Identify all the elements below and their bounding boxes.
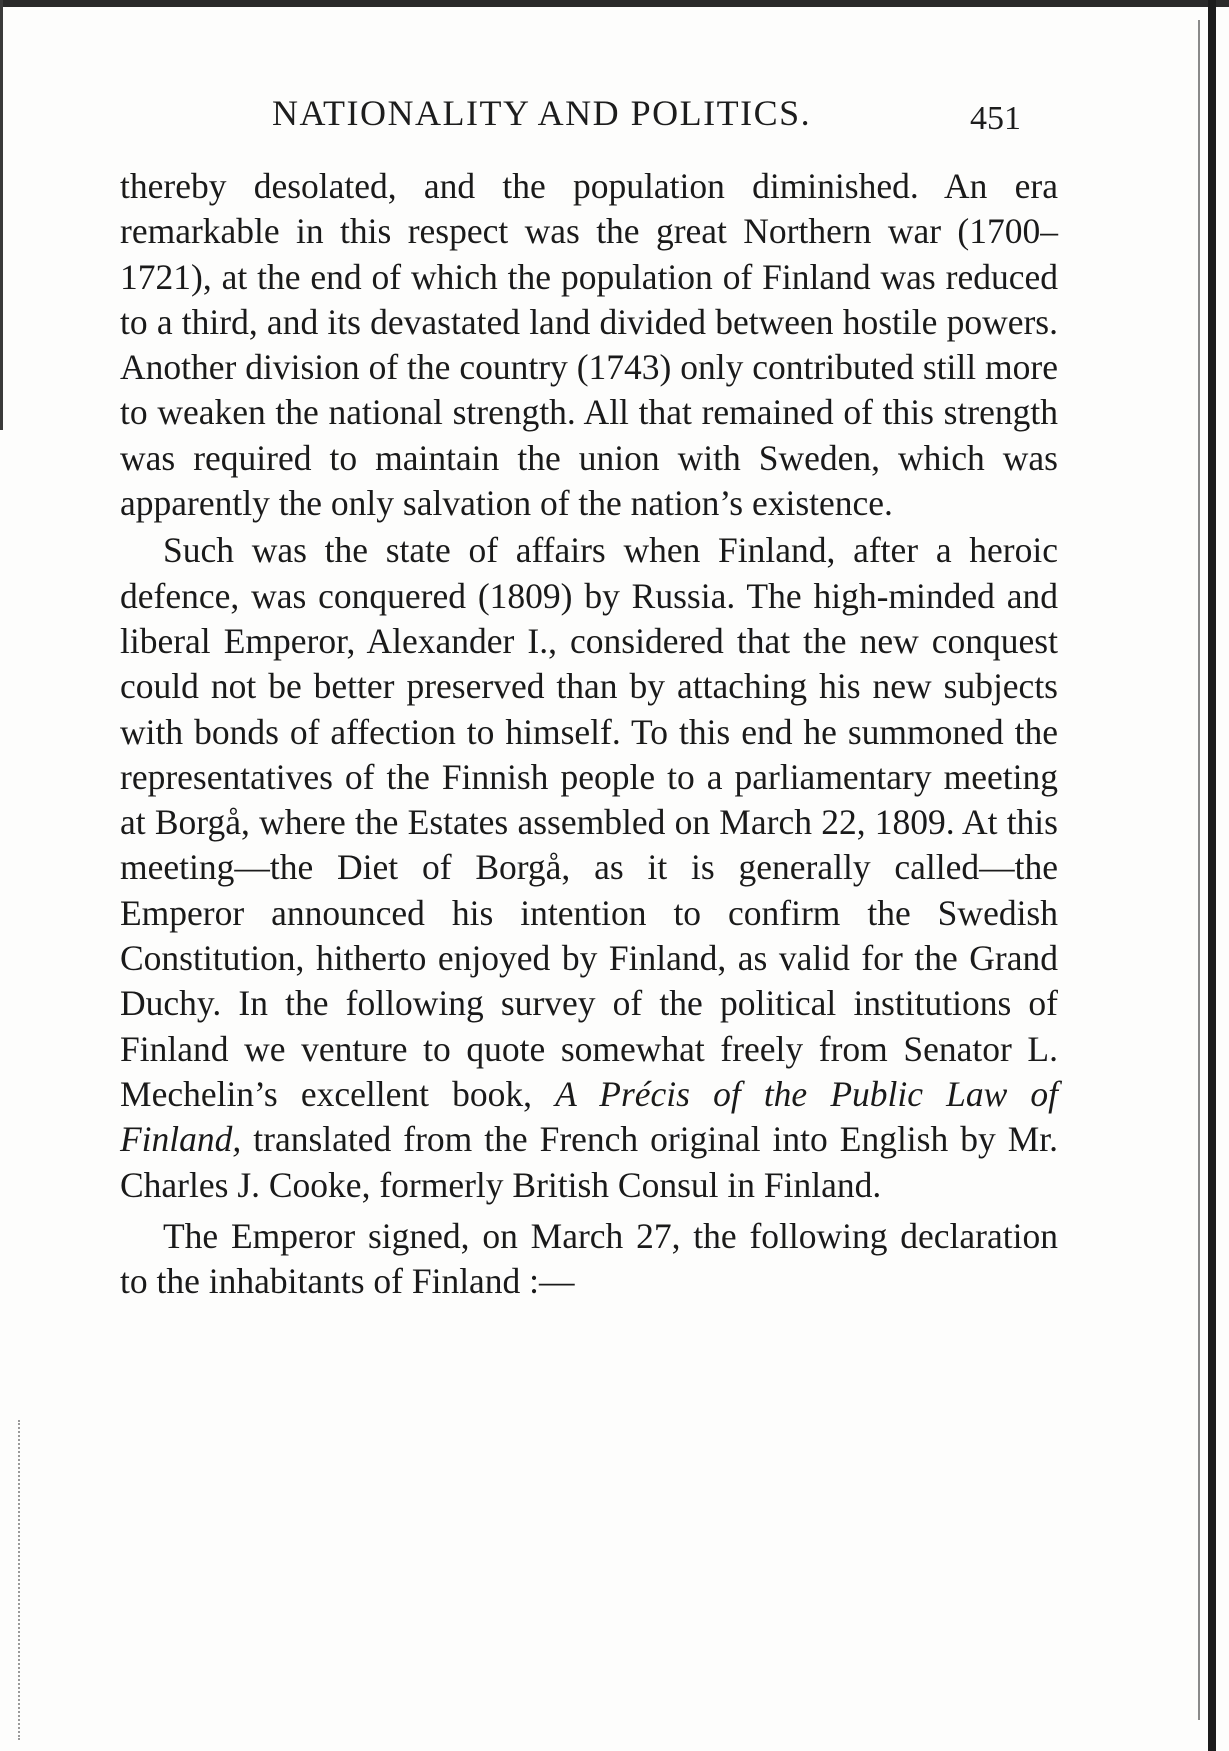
book-title-italic: A Précis of the Public Law of Finland, — [120, 1073, 1059, 1160]
scan-margin-specks — [18, 1420, 26, 1740]
running-head — [120, 92, 1060, 142]
scan-right-shadow — [1198, 20, 1200, 1720]
scan-left-border — [0, 0, 3, 430]
running-title: NATIONALITY AND POLITICS. — [272, 93, 812, 133]
page-number: 451 — [970, 100, 1021, 137]
scan-right-border — [1208, 0, 1216, 1751]
paragraph-2-text-end: translated from the French original into English by Mr. Charles J. Cooke, formerly British Consul in Finland. — [120, 1119, 1058, 1205]
body-text — [120, 164, 1058, 1304]
scan-top-border — [0, 0, 1229, 7]
paragraph-1: thereby desolated, and the population diminished. An era remarkable in this respect was the great Northern war (1700–1721), at the end of which the population of Finland was reduced to a third, and its devastated land divided between hostile powers. Another division of the country (1743) only contributed still more to weaken the national strength. All that remained of this strength was required to maintain the union with Sweden, which was apparently the only salvation of the nation’s existence. — [120, 166, 1058, 524]
paragraph-2 — [120, 528, 1058, 1207]
paragraph-2-text-start: Such was the state of affairs when Finland, after a heroic defence, was conquered (1809) by Russia. The high-minded and liberal Emperor, Alexander I., considered that the new conquest could not be better preserved than by attaching his new subjects with bonds of affection to himself. To this end he summoned the representatives of the Finnish people to a parliamentary meeting at Borgå, where the Estates assembled on March 22, 1809. At this meeting—the Diet of Borgå, as it is generally called—the Emperor announced his intention to confirm the Swedish Constitution, hitherto enjoyed by Finland, as valid for the Grand Duchy. In the following survey of the political institutions of Finland we venture to quote somewhat freely from Senator L. Mechelin’s excellent book, — [120, 530, 1058, 1114]
paragraph-3: The Emperor signed, on March 27, the following declaration to the inhabitants of Finland :— — [120, 1215, 1058, 1302]
